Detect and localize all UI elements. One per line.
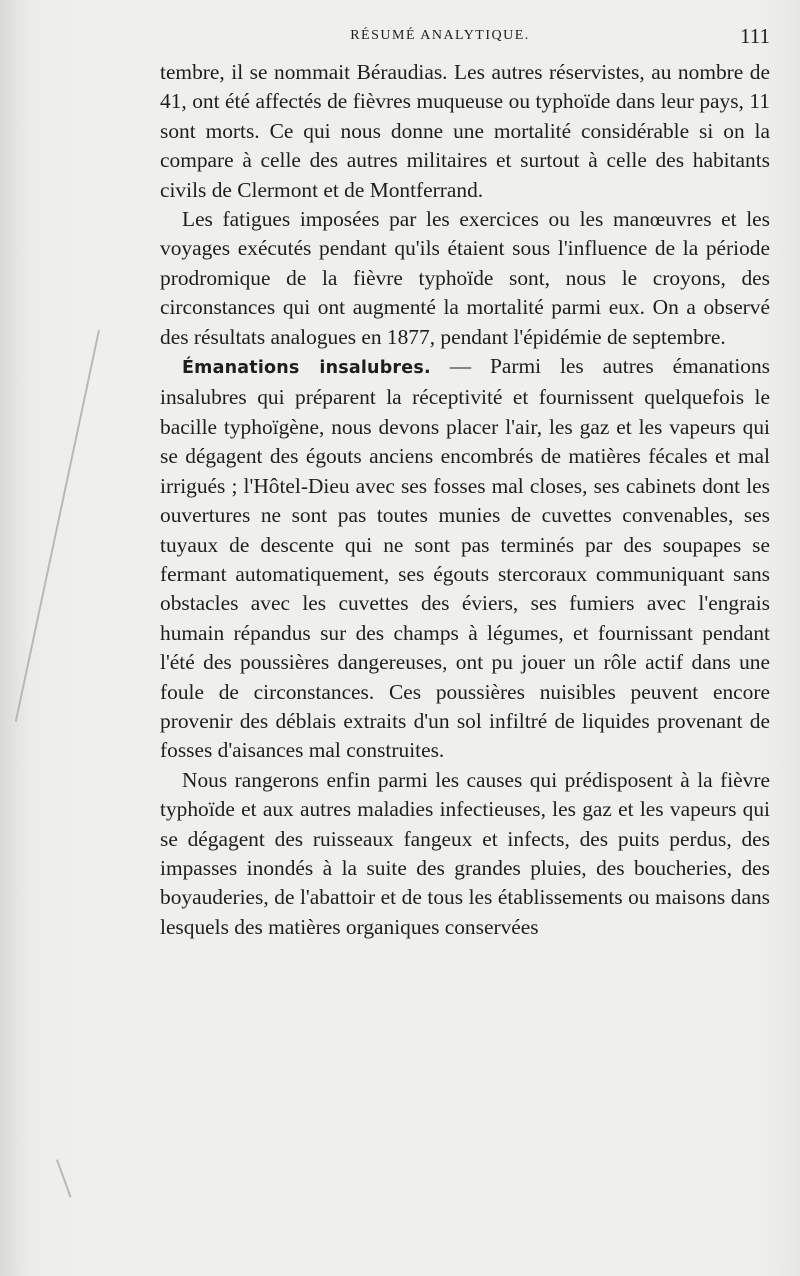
section-heading: Émanations insalubres. xyxy=(182,358,431,379)
running-title: RÉSUMÉ ANALYTIQUE. xyxy=(350,28,530,43)
paragraph-1: tembre, il se nommait Béraudias. Les autres réservistes, au nombre de 41, ont été affectés de fièvres muqueuse ou typhoïde dans leur pays, 11 sont morts. Ce qui nous donne une mortalité considérable si on la compare à celle des autres militaires et surtout à celle des habitants civils de Clermont et de Montferrand. xyxy=(160,60,770,202)
page-number: 111 xyxy=(740,24,770,48)
paragraph-3 xyxy=(160,352,770,766)
paragraph-2: Les fatigues imposées par les exercices ou les manœuvres et les voyages exécutés pendant qu'ils étaient sous l'influence de la période prodromique de la fièvre typhoïde sont, nous le croyons, des circonstances qui ont augmenté la mortalité parmi eux. On a observé des résultats analogues en 1877, pendant l'épidémie de septembre. xyxy=(160,207,770,349)
body-text xyxy=(160,58,770,942)
paragraph-4: Nous rangerons enfin parmi les causes qui prédisposent à la fièvre typhoïde et aux autres maladies infectieuses, les gaz et les vapeurs qui se dégagent des ruisseaux fangeux et infects, des puits perdus, des impasses inondés à la suite des grandes pluies, des boucheries, des boyauderies, de l'abattoir et de tous les établissements ou maisons dans lesquels des matières organiques conservées xyxy=(160,767,770,939)
paragraph-3-text: — Parmi les autres émanations insalubres qui préparent la réceptivité et fournissent quelquefois le bacille typhoïgène, nous devons placer l'air, les gaz et les vapeurs qui se dégagent des égouts anciens encombrés de matières fécales et mal irrigués ; l'Hôtel-Dieu avec ses fosses mal closes, ses cabinets dont les ouvertures ne sont pas toutes munies de cuvettes convenables, ses tuyaux de descente qui ne sont pas terminés par des soupapes se fermant automatiquement, ses égouts stercoraux communiquant sans obstacles avec les cuvettes des éviers, ses fumiers avec l'engrais humain répandus sur des champs à légumes, et fournissant pendant l'été des poussières dangereuses, ont pu jouer un rôle actif dans une foule de circonstances. Ces poussières nuisibles peuvent encore provenir des déblais extraits d'un sol infiltré de liquides provenant de fosses d'aisances mal construites. xyxy=(160,354,770,763)
page-header xyxy=(160,24,770,50)
paper-scratch xyxy=(56,1159,72,1197)
paper-scratch xyxy=(15,330,100,722)
